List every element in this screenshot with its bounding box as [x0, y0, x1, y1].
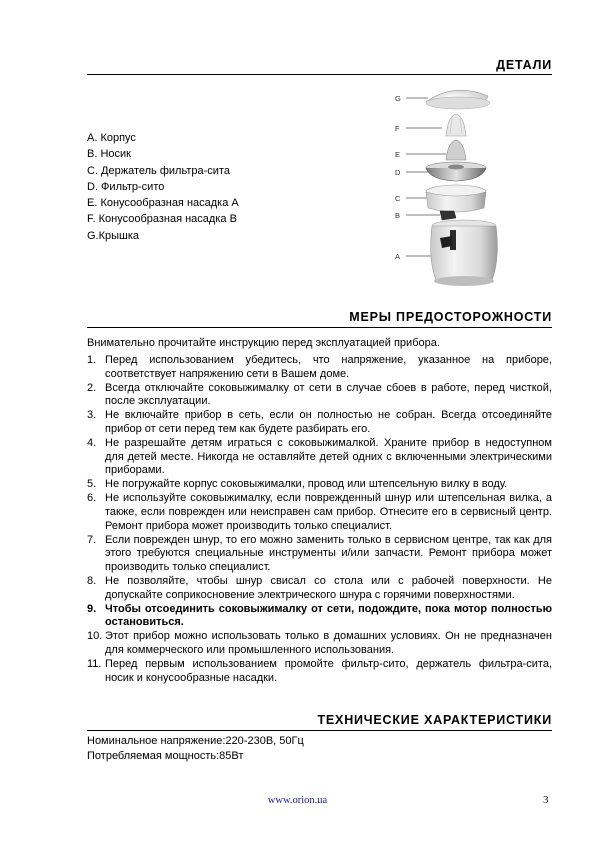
part-b: B. Носик — [87, 148, 131, 161]
list-item — [87, 437, 552, 478]
diagram-label-a: A — [395, 252, 401, 261]
specs-block — [87, 734, 304, 763]
item-text: Не погружайте корпус соковыжималки, провод или штепсельную вилку в воду. — [105, 478, 508, 491]
specs-title: ТЕХНИЧЕСКИЕ ХАРАКТЕРИСТИКИ — [317, 713, 552, 727]
item-number: 6. — [87, 492, 97, 505]
diagram-label-d: D — [395, 168, 401, 177]
footer-website-link[interactable]: www.orion.ua — [267, 795, 328, 806]
precautions-title: МЕРЫ ПРЕДОСТОРОЖНОСТИ — [349, 310, 552, 324]
item-number: 10. — [87, 630, 103, 643]
item-number: 2. — [87, 381, 97, 394]
item-number: 8. — [87, 575, 97, 587]
spec-voltage: Номинальное напряжение:220-230В, 50Гц — [87, 735, 304, 747]
list-item — [87, 492, 552, 533]
item-text: Чтобы отсоединить соковыжималку от сети, подождите, пока мотор полностью остановиться. — [105, 602, 552, 629]
specs-rule — [87, 730, 552, 731]
item-text: Если поврежден шнур, то его можно заменить только в сервисном центре, так как для этого требуются специальные инструменты и/или запчасти. Ремонт прибора может производить только специалист. — [105, 533, 552, 573]
item-number: 1. — [87, 354, 97, 366]
diagram-label-g: G — [395, 94, 401, 103]
cone-b-part — [446, 114, 466, 136]
parts-list — [87, 130, 239, 244]
diagram-label-f: F — [395, 124, 400, 133]
filter-holder-part — [426, 185, 486, 212]
list-item — [87, 658, 552, 685]
item-number: 4. — [87, 437, 97, 450]
part-d: D. Фильтр-сито — [87, 180, 165, 193]
precautions-intro: Внимательно прочитайте инструкцию перед эксплуатацией прибора. — [87, 337, 440, 349]
part-c: C. Держатель фильтра-сита — [87, 164, 230, 177]
list-item — [87, 382, 552, 409]
item-number: 3. — [87, 409, 97, 422]
list-item — [87, 603, 552, 630]
housing-part — [431, 220, 498, 286]
item-number: 5. — [87, 478, 97, 491]
juicer-exploded-diagram — [390, 84, 560, 294]
list-item — [87, 575, 552, 602]
item-text: Не включайте прибор в сеть, если он полностью не собран. Всегда отсоединяйте прибор от сети перед тем как будете разбирать его. — [105, 409, 552, 435]
item-number: 9. — [87, 602, 97, 615]
item-number: 7. — [87, 533, 97, 546]
page-number: 3 — [543, 794, 549, 806]
diagram-label-b: B — [395, 211, 401, 220]
details-title: ДЕТАЛИ — [496, 58, 552, 72]
spec-power: Потребляемая мощность:85Вт — [87, 749, 244, 762]
item-text: Не разрешайте детям играться с соковыжималкой. Храните прибор в недоступном для детей месте. Никогда не оставляйте детей одних с включенными электрическими приборами. — [105, 437, 552, 477]
part-g: G.Крышка — [87, 229, 140, 242]
list-item — [87, 478, 552, 492]
diagram-label-e: E — [395, 150, 401, 159]
item-text: Всегда отключайте соковыжималку от сети в случае сбоев в работе, перед чисткой, после эксплуатации. — [105, 381, 552, 408]
part-e: E. Конусообразная насадка A — [87, 197, 239, 210]
diagram-label-c: C — [395, 194, 401, 203]
details-rule — [87, 74, 552, 75]
item-text: Перед использованием убедитесь, что напряжение, указанное на приборе, соответствует напряжению сети в Вашем доме. — [105, 354, 552, 380]
part-a: A. Корпус — [87, 132, 136, 144]
list-item — [87, 409, 552, 436]
item-text: Перед первым использованием промойте фильтр-сито, держатель фильтра-сита, носик и конусообразные насадки. — [105, 658, 552, 684]
item-text: Не позволяйте, чтобы шнур свисал со стола или с рабочей поверхности. Не допускайте соприкосновение электрического шнура с горячими поверхностями. — [105, 575, 552, 601]
item-number: 11. — [87, 658, 102, 671]
part-f: F. Конусообразная насадка B — [87, 213, 237, 226]
spout-part — [440, 211, 456, 220]
precautions-rule — [87, 327, 552, 328]
list-item — [87, 534, 552, 575]
filter-sieve-part — [426, 162, 486, 181]
item-text: Этот прибор можно использовать только в домашних условиях. Он не предназначен для коммерческого или промышленного использования. — [105, 630, 552, 656]
precautions-list — [87, 354, 552, 686]
list-item — [87, 354, 552, 381]
list-item — [87, 630, 552, 657]
lid-part — [426, 90, 490, 109]
cone-a-part — [446, 140, 466, 160]
item-text: Не используйте соковыжималку, если поврежденный шнур или штепсельная вилка, а также, если поврежден или неисправен сам прибор. Отнесите его в сервисный центр. Ремонт прибора может производить только специалист. — [105, 492, 552, 532]
